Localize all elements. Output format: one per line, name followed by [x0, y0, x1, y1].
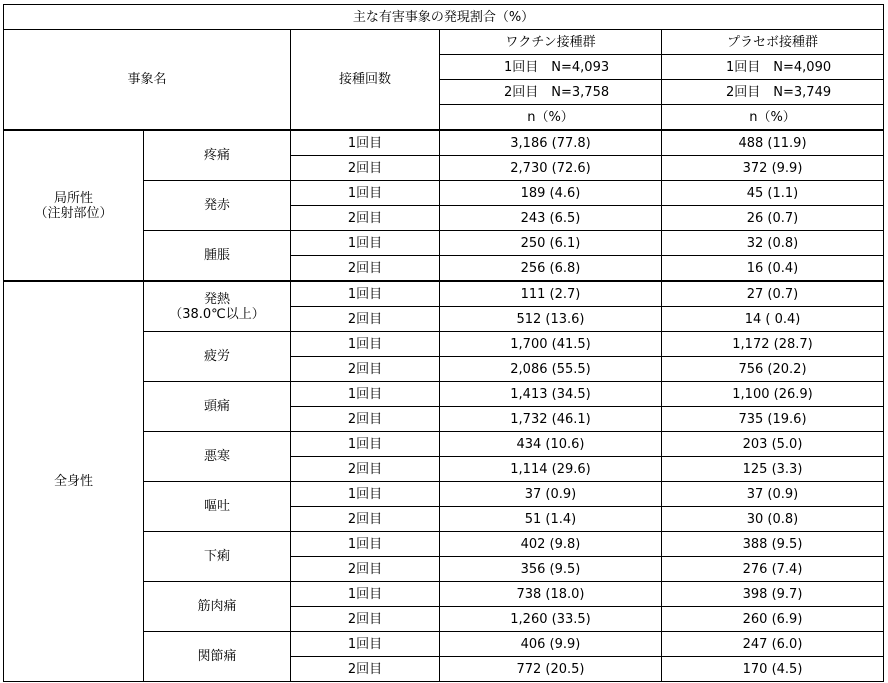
dose-cell: 2回目	[291, 206, 440, 231]
placebo-value: 756 (20.2)	[662, 357, 884, 382]
vaccine-value: 434 (10.6)	[440, 432, 662, 457]
dose-cell: 2回目	[291, 156, 440, 181]
table-row	[4, 281, 884, 307]
dose-cell: 2回目	[291, 607, 440, 632]
vaccine-value: 111 (2.7)	[440, 281, 662, 307]
vaccine-group-header: ワクチン接種群	[440, 30, 662, 55]
dose-cell: 2回目	[291, 307, 440, 332]
event-name-header: 事象名	[4, 30, 291, 131]
header-row	[4, 30, 884, 55]
event-name: 疲労	[144, 332, 291, 382]
placebo-value: 488 (11.9)	[662, 130, 884, 156]
dose-cell: 2回目	[291, 256, 440, 282]
vaccine-value: 402 (9.8)	[440, 532, 662, 557]
dose-cell: 2回目	[291, 457, 440, 482]
event-name: 下痢	[144, 532, 291, 582]
dose-cell: 1回目	[291, 632, 440, 657]
vaccine-value: 738 (18.0)	[440, 582, 662, 607]
dose-cell: 2回目	[291, 507, 440, 532]
vaccine-value: 772 (20.5)	[440, 657, 662, 682]
vaccine-value: 3,186 (77.8)	[440, 130, 662, 156]
vaccine-unit: n（%）	[440, 105, 662, 131]
vaccine-value: 189 (4.6)	[440, 181, 662, 206]
event-name: 疼痛	[144, 130, 291, 181]
dose-cell: 1回目	[291, 181, 440, 206]
event-name: 発赤	[144, 181, 291, 231]
dose-cell: 1回目	[291, 332, 440, 357]
dose-cell: 1回目	[291, 382, 440, 407]
event-name: 嘔吐	[144, 482, 291, 532]
placebo-value: 170 (4.5)	[662, 657, 884, 682]
vaccine-value: 512 (13.6)	[440, 307, 662, 332]
vaccine-value: 256 (6.8)	[440, 256, 662, 282]
event-name: 頭痛	[144, 382, 291, 432]
vaccine-n2: 2回目 N=3,758	[440, 80, 662, 105]
dose-cell: 1回目	[291, 281, 440, 307]
vaccine-value: 1,732 (46.1)	[440, 407, 662, 432]
placebo-value: 27 (0.7)	[662, 281, 884, 307]
category-label: 局所性	[53, 190, 93, 206]
event-name: 腫脹	[144, 231, 291, 282]
table-title-row	[4, 5, 884, 30]
vaccine-value: 2,086 (55.5)	[440, 357, 662, 382]
dose-cell: 2回目	[291, 657, 440, 682]
dose-cell: 1回目	[291, 231, 440, 256]
dose-count-header: 接種回数	[291, 30, 440, 131]
dose-cell: 2回目	[291, 407, 440, 432]
dose-cell: 2回目	[291, 357, 440, 382]
table-row	[4, 130, 884, 156]
category-local	[4, 130, 144, 281]
dose-cell: 1回目	[291, 582, 440, 607]
category-sublabel: （注射部位）	[34, 205, 113, 221]
vaccine-value: 406 (9.9)	[440, 632, 662, 657]
dose-cell: 1回目	[291, 482, 440, 507]
vaccine-value: 1,413 (34.5)	[440, 382, 662, 407]
placebo-value: 14 ( 0.4)	[662, 307, 884, 332]
vaccine-value: 1,700 (41.5)	[440, 332, 662, 357]
event-sublabel: （38.0℃以上）	[169, 306, 265, 322]
placebo-value: 1,172 (28.7)	[662, 332, 884, 357]
placebo-value: 388 (9.5)	[662, 532, 884, 557]
placebo-value: 203 (5.0)	[662, 432, 884, 457]
placebo-value: 37 (0.9)	[662, 482, 884, 507]
vaccine-n1: 1回目 N=4,093	[440, 55, 662, 80]
dose-cell: 1回目	[291, 532, 440, 557]
vaccine-value: 1,260 (33.5)	[440, 607, 662, 632]
placebo-unit: n（%）	[662, 105, 884, 131]
placebo-value: 125 (3.3)	[662, 457, 884, 482]
dose-cell: 1回目	[291, 130, 440, 156]
placebo-value: 26 (0.7)	[662, 206, 884, 231]
placebo-value: 247 (6.0)	[662, 632, 884, 657]
table-title: 主な有害事象の発現割合（%）	[4, 5, 884, 30]
event-name	[144, 281, 291, 332]
dose-cell: 1回目	[291, 432, 440, 457]
placebo-value: 45 (1.1)	[662, 181, 884, 206]
table-body	[4, 130, 884, 682]
event-name: 関節痛	[144, 632, 291, 682]
placebo-value: 398 (9.7)	[662, 582, 884, 607]
event-label: 発熱	[203, 291, 230, 307]
placebo-value: 30 (0.8)	[662, 507, 884, 532]
adverse-events-table	[3, 4, 884, 682]
vaccine-value: 356 (9.5)	[440, 557, 662, 582]
placebo-value: 16 (0.4)	[662, 256, 884, 282]
event-name: 悪寒	[144, 432, 291, 482]
category-systemic: 全身性	[4, 281, 144, 682]
vaccine-value: 1,114 (29.6)	[440, 457, 662, 482]
placebo-value: 276 (7.4)	[662, 557, 884, 582]
placebo-group-header: プラセボ接種群	[662, 30, 884, 55]
vaccine-value: 250 (6.1)	[440, 231, 662, 256]
placebo-value: 735 (19.6)	[662, 407, 884, 432]
placebo-value: 32 (0.8)	[662, 231, 884, 256]
placebo-n2: 2回目 N=3,749	[662, 80, 884, 105]
placebo-n1: 1回目 N=4,090	[662, 55, 884, 80]
event-name: 筋肉痛	[144, 582, 291, 632]
vaccine-value: 37 (0.9)	[440, 482, 662, 507]
vaccine-value: 51 (1.4)	[440, 507, 662, 532]
placebo-value: 372 (9.9)	[662, 156, 884, 181]
vaccine-value: 243 (6.5)	[440, 206, 662, 231]
dose-cell: 2回目	[291, 557, 440, 582]
vaccine-value: 2,730 (72.6)	[440, 156, 662, 181]
placebo-value: 1,100 (26.9)	[662, 382, 884, 407]
placebo-value: 260 (6.9)	[662, 607, 884, 632]
